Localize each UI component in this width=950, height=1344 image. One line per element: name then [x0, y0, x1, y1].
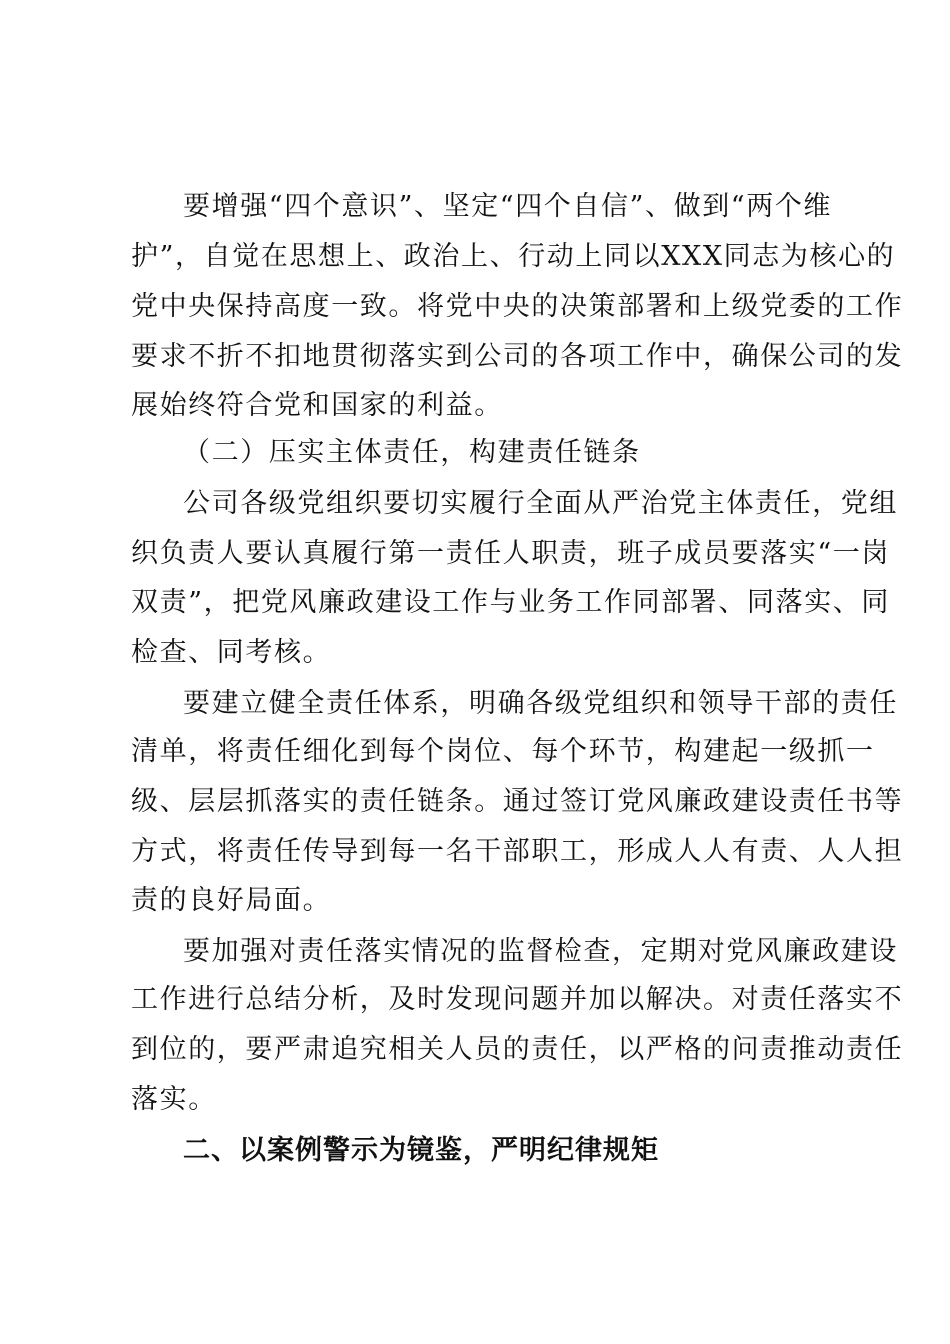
paragraph-3-line-2: 清单，将责任细化到每个岗位、每个环节，构建起一级抓一 — [131, 736, 875, 767]
paragraph-3-line-1: 要建立健全责任体系，明确各级党组织和领导干部的责任 — [183, 688, 898, 719]
paragraph-3-line-3: 级、层层抓落实的责任链条。通过签订党风廉政建设责任书等 — [131, 786, 904, 817]
paragraph-1-line-3: 党中央保持高度一致。将党中央的决策部署和上级党委的工作 — [131, 291, 904, 322]
paragraph-3-line-5: 责的良好局面。 — [131, 885, 332, 916]
paragraph-2-line-1: 公司各级党组织要切实履行全面从严治党主体责任，党组 — [183, 488, 898, 519]
paragraph-3-line-4: 方式，将责任传导到每一名干部职工，形成人人有责、人人担 — [131, 836, 904, 867]
paragraph-4-line-2: 工作进行总结分析，及时发现问题并加以解决。对责任落实不 — [131, 984, 904, 1015]
paragraph-4-line-1: 要加强对责任落实情况的监督检查，定期对党风廉政建设 — [183, 936, 898, 967]
paragraph-1-line-5: 展始终符合党和国家的利益。 — [131, 390, 503, 421]
paragraph-2-line-4: 检查、同考核。 — [131, 637, 332, 668]
paragraph-4-line-3: 到位的，要严肃追究相关人员的责任，以严格的问责推动责任 — [131, 1034, 904, 1065]
heading-section-two: 二、以案例警示为镜鉴，严明纪律规矩 — [183, 1135, 659, 1166]
paragraph-4-line-4: 落实。 — [131, 1084, 217, 1115]
subheading-section-2: （二）压实主体责任，构建责任链条 — [183, 437, 641, 468]
paragraph-1-line-1: 要增强“四个意识”、坚定“四个自信”、做到“两个维 — [183, 191, 833, 222]
paragraph-2-line-2: 织负责人要认真履行第一责任人职责，班子成员要落实“一岗 — [131, 538, 891, 569]
paragraph-2-line-3: 双责”，把党风廉政建设工作与业务工作同部署、同落实、同 — [131, 587, 891, 618]
paragraph-1-line-2: 护”，自觉在思想上、政治上、行动上同以XXX同志为核心的 — [131, 241, 896, 272]
paragraph-1-line-4: 要求不折不扣地贯彻落实到公司的各项工作中，确保公司的发 — [131, 341, 904, 372]
